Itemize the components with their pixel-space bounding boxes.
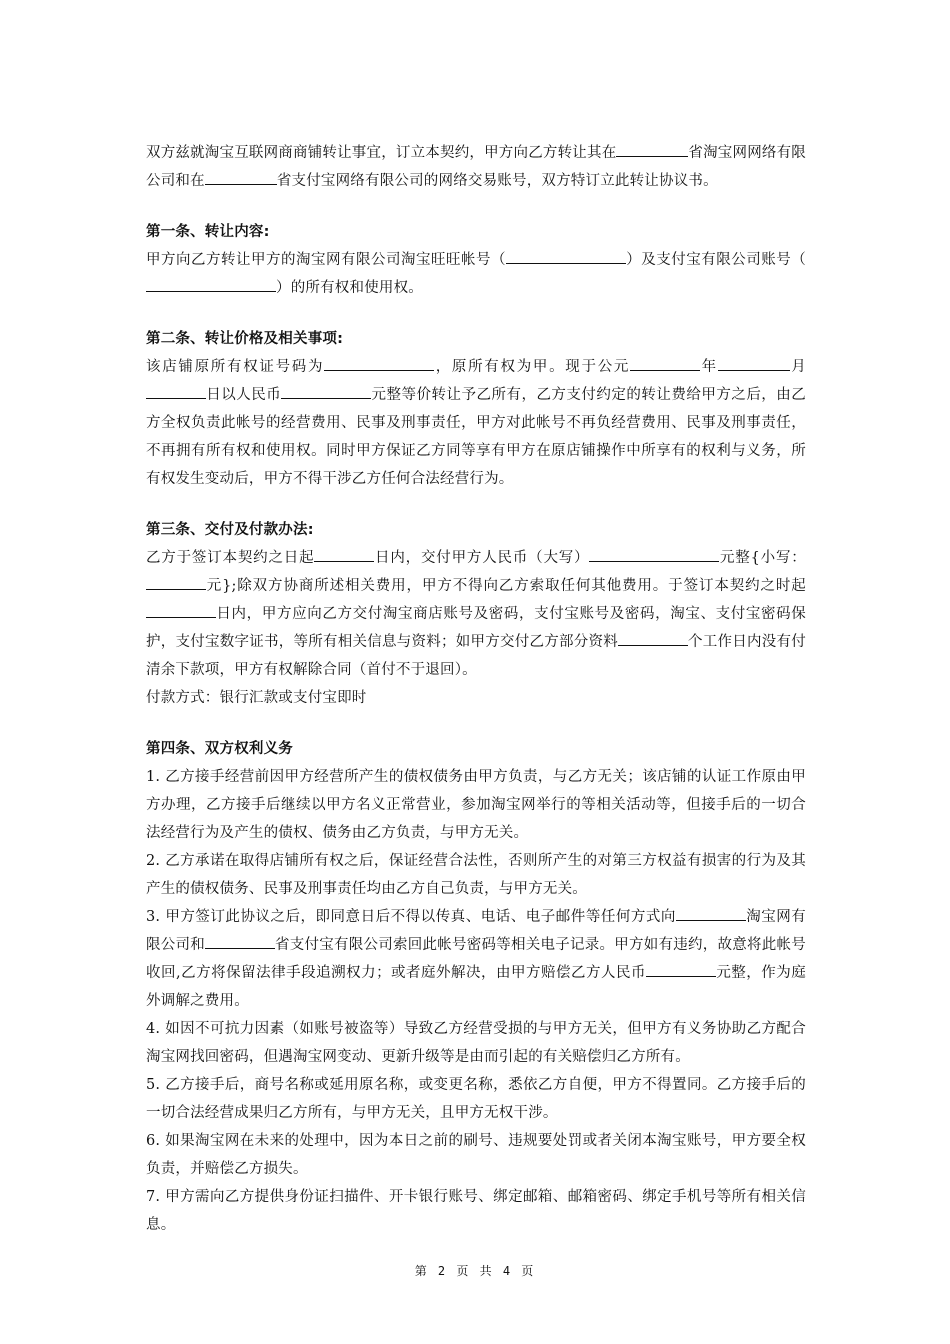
blank-field[interactable]	[630, 353, 700, 371]
intro-text: 省淘宝网网络有限公司和在	[146, 145, 807, 189]
blank-field[interactable]	[146, 600, 216, 618]
article-4-item-7: 7. 甲方需向乙方提供身份证扫描件、开卡银行账号、绑定邮箱、邮箱密码、绑定手机号等所有相关信息。	[146, 1189, 806, 1233]
blank-field[interactable]	[618, 628, 688, 646]
article-text: ）及支付宝有限公司账号（	[626, 252, 806, 268]
article-4-item-1: 1. 乙方接手经营前因甲方经营所产生的债权债务由甲方负责，与乙方无关；该店铺的认证工作原由甲方办理，乙方接手后继续以甲方名义正常营业，参加淘宝网举行的等相关活动等，但接手后的一切合法经营行为及产生的债权、债务由乙方负责，与甲方无关。	[146, 769, 806, 841]
blank-field[interactable]	[146, 572, 206, 590]
blank-field[interactable]	[281, 381, 371, 399]
blank-field[interactable]	[324, 353, 434, 371]
article-4-item-2: 2. 乙方承诺在取得店铺所有权之后，保证经营合法性，否则所产生的对第三方权益有损害的行为及其产生的债权债务、民事及刑事责任均由乙方自己负责，与甲方无关。	[146, 853, 806, 897]
article-1-paragraph	[146, 246, 806, 302]
article-text: 个工作日内没有付清余下款项，甲方有权解除合同（首付不于退回）。	[146, 634, 806, 678]
article-4-item-5: 5. 乙方接手后，商号名称或延用原名称，或变更名称，悉依乙方自便，甲方不得置同。乙方接手后的一切合法经营成果归乙方所有，与甲方无关，且甲方无权干涉。	[146, 1077, 806, 1121]
article-4-heading: 第四条、双方权利义务	[146, 741, 293, 757]
article-2-paragraph	[146, 353, 806, 493]
intro-paragraph	[146, 139, 806, 195]
article-1-heading: 第一条、转让内容:	[146, 224, 270, 240]
article-text: 淘宝网有限公司和	[146, 909, 806, 953]
payment-method: 付款方式：银行汇款或支付宝即时	[146, 690, 367, 706]
intro-text: 双方兹就淘宝互联网商商铺转让事宜，订立本契约，甲方向乙方转让其在	[146, 145, 617, 161]
blank-field[interactable]	[718, 353, 790, 371]
article-text: 月	[789, 359, 807, 375]
article-text: ）的所有权和使用权。	[276, 280, 423, 296]
article-text: 省支付宝有限公司索回此帐号密码等相关电子记录。甲方如有违约，故意将此帐号收回,乙方将保留法律手段追溯权力；或者庭外解决，由甲方赔偿乙方人民币	[146, 937, 806, 981]
blank-field[interactable]	[205, 931, 275, 949]
article-3-paragraph	[146, 544, 806, 684]
article-text: 该店铺原所有权证号码为	[146, 359, 325, 375]
blank-field[interactable]	[146, 274, 276, 292]
article-text: 3. 甲方签订此协议之后，即同意日后不得以传真、电话、电子邮件等任何方式向	[146, 909, 676, 925]
article-text: 日内，甲方应向乙方交付淘宝商店账号及密码，支付宝账号及密码，淘宝、支付宝密码保护，支付宝数字证书，等所有相关信息与资料；如甲方交付乙方部分资料	[146, 606, 806, 650]
article-text: 元整，作为庭外调解之费用。	[146, 965, 806, 1009]
article-4-item-3	[146, 903, 806, 1015]
article-4-item-6: 6. 如果淘宝网在未来的处理中，因为本日之前的刷号、违规要处罚或者关闭本淘宝账号，甲方要全权负责，并赔偿乙方损失。	[146, 1133, 806, 1177]
page-number: 第 2 页 共 4 页	[414, 1264, 536, 1278]
blank-field[interactable]	[589, 544, 719, 562]
article-text: 日以人民币	[206, 387, 282, 403]
article-text: 元整等价转让予乙所有，乙方支付约定的转让费给甲方之后，由乙方全权负责此帐号的经营费用、民事及刑事责任，甲方对此帐号不再负经营费用、民事及刑事责任，不再拥有所有权和使用权。同时甲方保证乙方同等享有甲方在原店铺操作中所享有的权利与义务，所有权发生变动后，甲方不得干涉乙方任何合法经营行为。	[146, 387, 806, 487]
article-text: 元整{小写：	[719, 550, 806, 566]
article-4-item-4: 4. 如因不可抗力因素（如账号被盗等）导致乙方经营受损的与甲方无关，但甲方有义务协助乙方配合淘宝网找回密码，但遇淘宝网变动、更新升级等是由而引起的有关赔偿归乙方所有。	[146, 1021, 806, 1065]
blank-field[interactable]	[205, 167, 277, 185]
blank-field[interactable]	[314, 544, 374, 562]
intro-text: 省支付宝网络有限公司的网络交易账号，双方特订立此转让协议书。	[276, 173, 718, 189]
article-3-heading: 第三条、交付及付款办法:	[146, 522, 314, 538]
contract-body	[146, 139, 806, 1239]
blank-field[interactable]	[506, 246, 626, 264]
blank-field[interactable]	[146, 381, 206, 399]
article-text: 元};除双方协商所述相关费用，甲方不得向乙方索取任何其他费用。于签订本契约之时起	[206, 578, 806, 594]
blank-field[interactable]	[676, 903, 746, 921]
blank-field[interactable]	[646, 959, 716, 977]
article-text: 乙方于签订本契约之日起	[146, 550, 315, 566]
blank-field[interactable]	[616, 139, 688, 157]
article-text: 甲方向乙方转让甲方的淘宝网有限公司淘宝旺旺帐号（	[146, 252, 506, 268]
article-2-heading: 第二条、转让价格及相关事项:	[146, 331, 344, 347]
article-text: 年	[700, 359, 718, 375]
article-text: ，原所有权为甲。现于公元	[434, 359, 631, 375]
article-text: 日内，交付甲方人民币（大写）	[374, 550, 590, 566]
